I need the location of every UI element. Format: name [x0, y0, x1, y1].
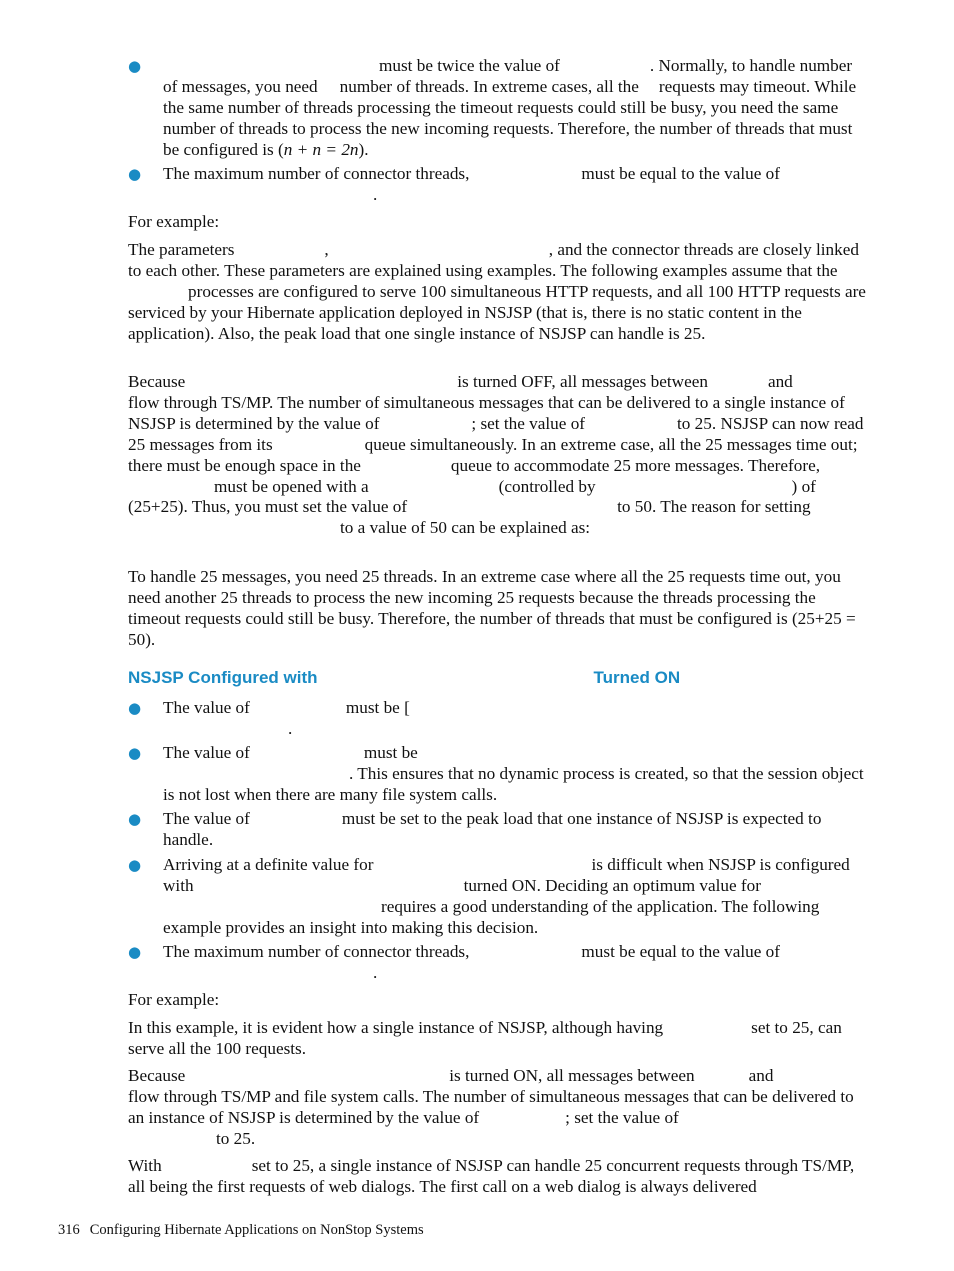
text-run: The parameters	[128, 240, 235, 259]
text-run: Arriving at a definite value for	[163, 855, 374, 874]
bullet-item	[128, 942, 868, 984]
text-run: to 50. The reason for setting	[617, 497, 811, 517]
text-run: The value of	[163, 698, 250, 717]
bullet-marker: ●	[128, 165, 142, 183]
text-run: In this example, it is evident how a single instance of NSJSP, although having	[128, 1018, 664, 1037]
text-run: ; set the value of	[471, 413, 586, 433]
section-heading	[128, 668, 868, 688]
bullet-item	[128, 855, 868, 939]
text-run: must be opened with a	[214, 476, 369, 496]
text-run: to 25. NSJSP can now read 25 messages from its	[128, 413, 864, 454]
text-run: processes are configured to serve 100 simultaneous HTTP requests, and all 100 HTTP requests are serviced by your Hibernate application deployed in NSJSP (that is, there is no static content in the application). Also, the peak load that one single instance of NSJSP can handle is 25.	[128, 281, 866, 343]
text-run: The maximum number of connector threads,	[163, 164, 470, 183]
text-run: must be equal to the value of	[581, 942, 780, 961]
text-run: Because	[128, 1066, 186, 1085]
text-run: turned ON. Deciding an optimum value for	[463, 875, 761, 895]
bullet-item	[128, 743, 868, 806]
text-run: set to 25, can serve all the 100 requests.	[128, 1018, 842, 1058]
page-footer	[58, 1221, 424, 1239]
text-run: Because	[128, 372, 186, 391]
text-run: .	[288, 718, 293, 738]
bullet-item	[128, 698, 868, 740]
bullet-text	[163, 743, 868, 806]
text-run: The maximum number of connector threads,	[163, 942, 470, 961]
paragraph	[128, 1156, 868, 1198]
bullet-item	[128, 56, 868, 161]
text-run: requests may timeout. While the same number of threads processing the timeout requests could still be busy, you need the same	[163, 76, 857, 117]
text-run: is turned OFF, all messages between	[457, 372, 708, 391]
bullet-text	[163, 809, 868, 851]
text-run: ).	[358, 139, 369, 159]
bullet-text	[163, 164, 868, 206]
text-run: must be set to the peak load that one instance of NSJSP is expected to handle.	[163, 809, 822, 849]
text-run: queue simultaneously. In an extreme case, all the 25 messages time out; there must be enough space in the	[128, 434, 858, 475]
bullet-text	[163, 942, 868, 984]
bullet-marker: ●	[128, 57, 142, 75]
text-run: to a value of 50 can be explained as:	[340, 518, 591, 538]
formula: n + n = 2n	[283, 139, 359, 159]
text-run: is difficult when NSJSP is configured with	[163, 855, 850, 895]
text-run: .	[373, 962, 378, 982]
text-run: With	[128, 1156, 162, 1175]
paragraph	[128, 1018, 868, 1060]
bullet-item	[128, 809, 868, 851]
bullet-marker: ●	[128, 810, 142, 828]
bullet-text	[163, 855, 868, 939]
text-run: . This ensures that no dynamic process is created, so that the session object is not lost when there are many file system calls.	[163, 763, 864, 804]
bullet-text	[163, 698, 868, 740]
page-number: 316	[58, 1222, 80, 1238]
text-run: and	[767, 372, 793, 391]
text-run: flow through TS/MP and file system calls. The number of simultaneous messages that can be delivered to an instance of NSJSP is determined by the value of	[128, 1086, 854, 1127]
bullet-marker: ●	[128, 699, 142, 717]
paragraph: For example:	[128, 212, 220, 231]
text-run: must be equal to the value of	[581, 164, 780, 183]
text-run: and	[748, 1066, 774, 1085]
heading-text: Turned ON	[593, 668, 681, 687]
text-run: must be [	[345, 698, 410, 717]
text-run: ,	[324, 240, 329, 259]
text-run: ; set the value of	[565, 1107, 679, 1127]
bullet-marker: ●	[128, 856, 142, 874]
paragraph	[128, 372, 868, 539]
paragraph: For example:	[128, 990, 220, 1009]
text-run: .	[373, 184, 378, 204]
bullet-marker: ●	[128, 744, 142, 762]
text-run: number of threads. In extreme cases, all the	[339, 76, 639, 96]
text-run: must be	[363, 743, 418, 762]
bullet-text	[163, 56, 868, 161]
text-run: flow through TS/MP. The number of simultaneous messages that can be delivered to a single instance of NSJSP is determined by the value of	[128, 392, 845, 433]
text-run: The value of	[163, 809, 250, 828]
text-run: The value of	[163, 743, 250, 762]
paragraph	[128, 1066, 868, 1150]
text-run: ) of (25+25). Thus, you must set the value of	[128, 476, 816, 517]
paragraph: To handle 25 messages, you need 25 threads. In an extreme case where all the 25 requests time out, you need another 25 threads to process the new incoming 25 requests because the threads processing the timeout requests could still be busy. Therefore, the number of threads that must be configured is (25+25 = 50).	[128, 567, 856, 649]
text-run: to 25.	[216, 1128, 256, 1148]
text-run: . Normally, to handle	[649, 56, 796, 75]
text-run: , and the connector threads are closely linked to each other. These parameters are explained using examples. The following examples assume that the	[128, 240, 859, 280]
text-run: requires a good understanding of the application. The following example provides an insight into making this decision.	[163, 896, 820, 937]
text-run: queue to accommodate 25 more messages. Therefore,	[450, 455, 820, 475]
text-run: set to 25, a single instance of NSJSP can handle 25 concurrent requests through TS/MP, all being the first requests of web dialogs. The first call on a web dialog is always delivered	[128, 1156, 855, 1196]
footer-title: Configuring Hibernate Applications on NonStop Systems	[89, 1222, 424, 1238]
text-run: number of messages, you need	[163, 56, 853, 96]
text-run: is turned ON, all messages between	[449, 1066, 695, 1085]
bullet-marker: ●	[128, 943, 142, 961]
heading-text: NSJSP Configured with	[128, 668, 318, 687]
paragraph	[128, 240, 868, 345]
bullet-item	[128, 164, 868, 206]
text-run: must be twice the value of	[379, 56, 560, 75]
text-run: (controlled by	[498, 476, 596, 496]
text-run: number of threads to process the new incoming requests. Therefore, the number of threads that must be configured is (	[163, 118, 853, 159]
